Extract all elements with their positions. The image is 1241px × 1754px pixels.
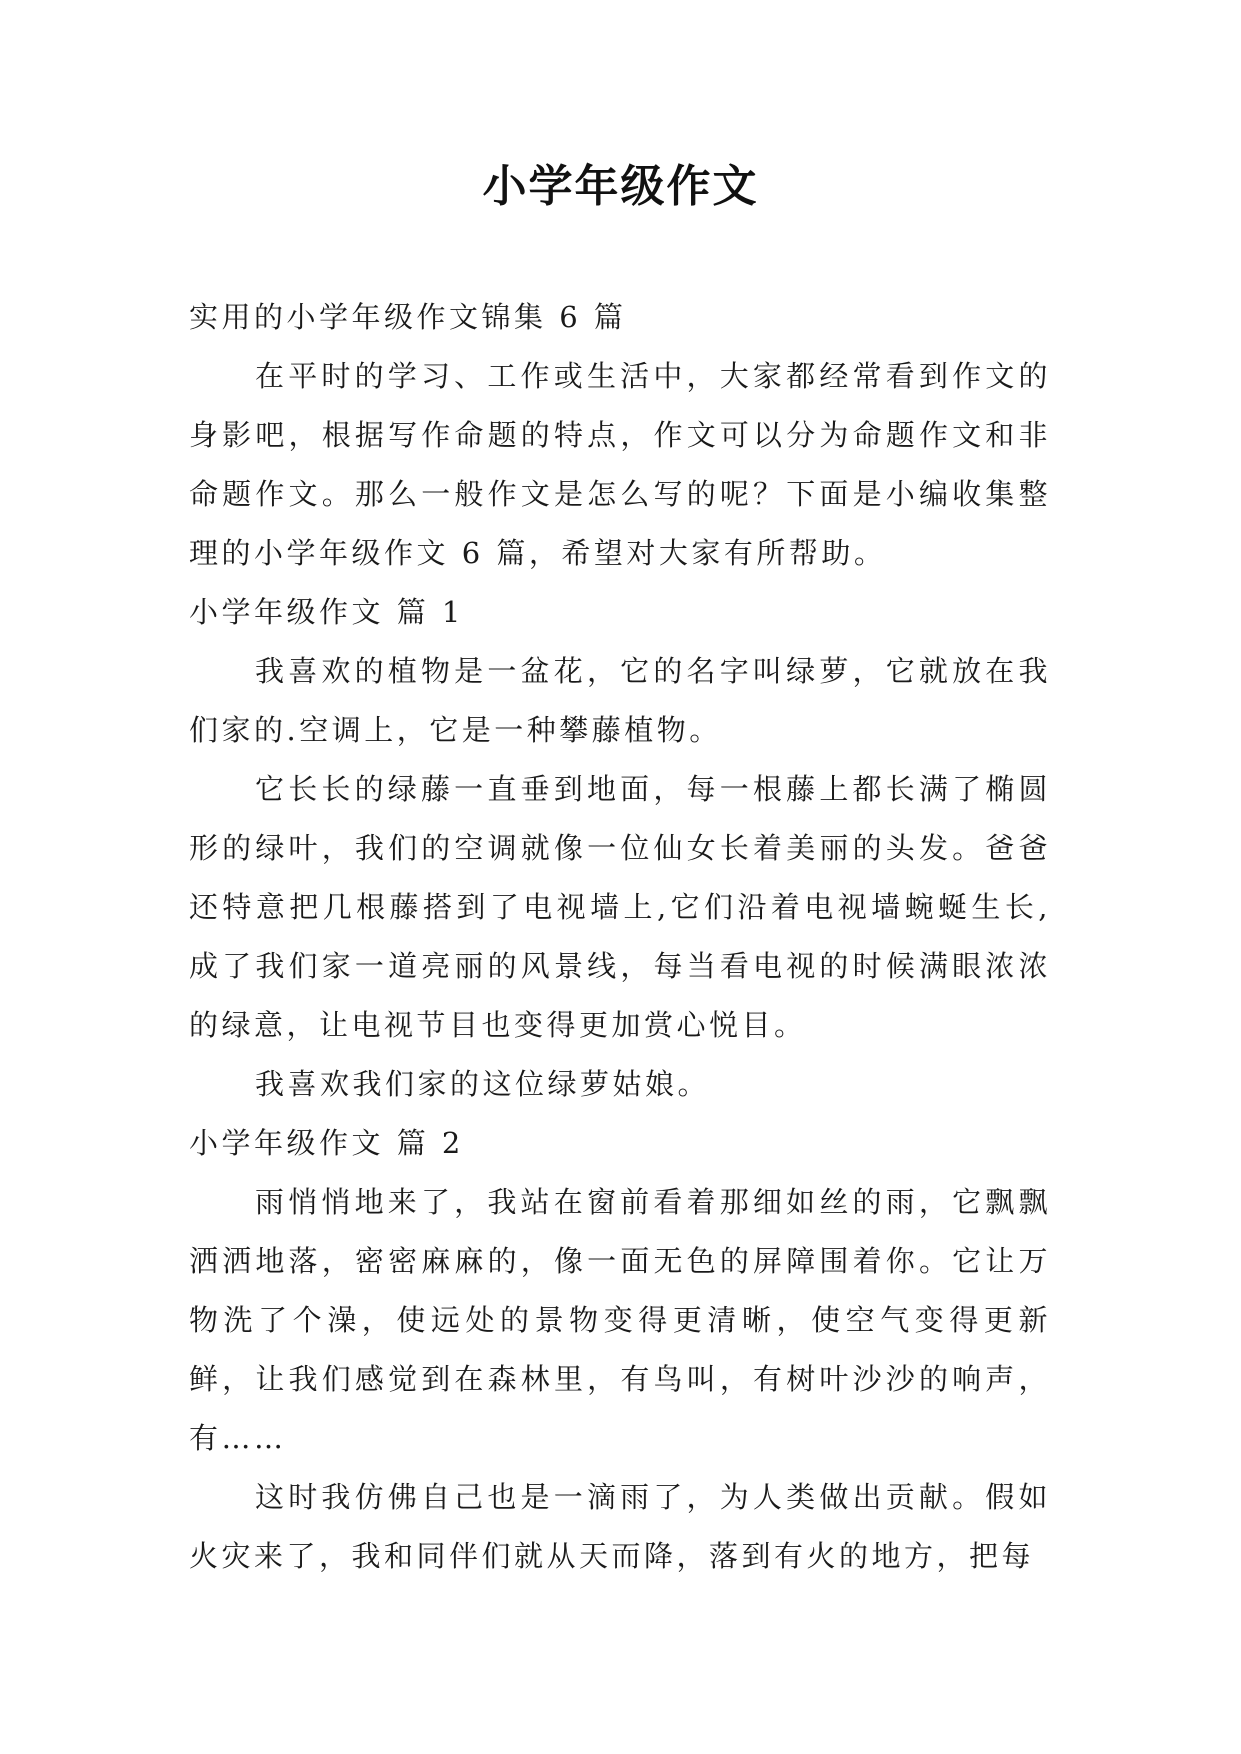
document-title: 小学年级作文: [482, 161, 759, 212]
essay-1-paragraph-3: 我喜欢我们家的这位绿萝姑娘。: [255, 1067, 711, 1101]
essay-1-paragraph-1: 我喜欢的植物是一盆花，它的名字叫绿萝，它就放在我们家的.空调上，它是一种攀藤植物。: [189, 654, 1051, 747]
essay-2-heading: 小学年级作文 篇 2: [189, 1126, 464, 1160]
collection-heading: 实用的小学年级作文锦集 6 篇: [189, 300, 627, 334]
essay-1-paragraph-2: 它长长的绿藤一直垂到地面，每一根藤上都长满了椭圆形的绿叶，我们的空调就像一位仙女长着美丽的头发。爸爸还特意把几根藤搭到了电视墙上,它们沿着电视墙蜿蜒生长,成了我们家一道亮丽的风景线，每当看电视的时候满眼浓浓的绿意，让电视节目也变得更加赏心悦目。: [189, 772, 1051, 1042]
document-body: [189, 288, 1051, 1586]
essay-1-heading: 小学年级作文 篇 1: [189, 595, 464, 629]
essay-2-paragraph-1: 雨悄悄地来了，我站在窗前看着那细如丝的雨，它飘飘洒洒地落，密密麻麻的，像一面无色的屏障围着你。它让万物洗了个澡，使远处的景物变得更清晰，使空气变得更新鲜，让我们感觉到在森林里，有鸟叫，有树叶沙沙的响声，有……: [189, 1185, 1051, 1455]
intro-paragraph: 在平时的学习、工作或生活中，大家都经常看到作文的身影吧，根据写作命题的特点，作文可以分为命题作文和非命题作文。那么一般作文是怎么写的呢？下面是小编收集整理的小学年级作文 6 篇，希望对大家有所帮助。: [189, 359, 1051, 570]
essay-2-paragraph-2: 这时我仿佛自己也是一滴雨了，为人类做出贡献。假如火灾来了，我和同伴们就从天而降，落到有火的地方，把每: [189, 1480, 1051, 1573]
